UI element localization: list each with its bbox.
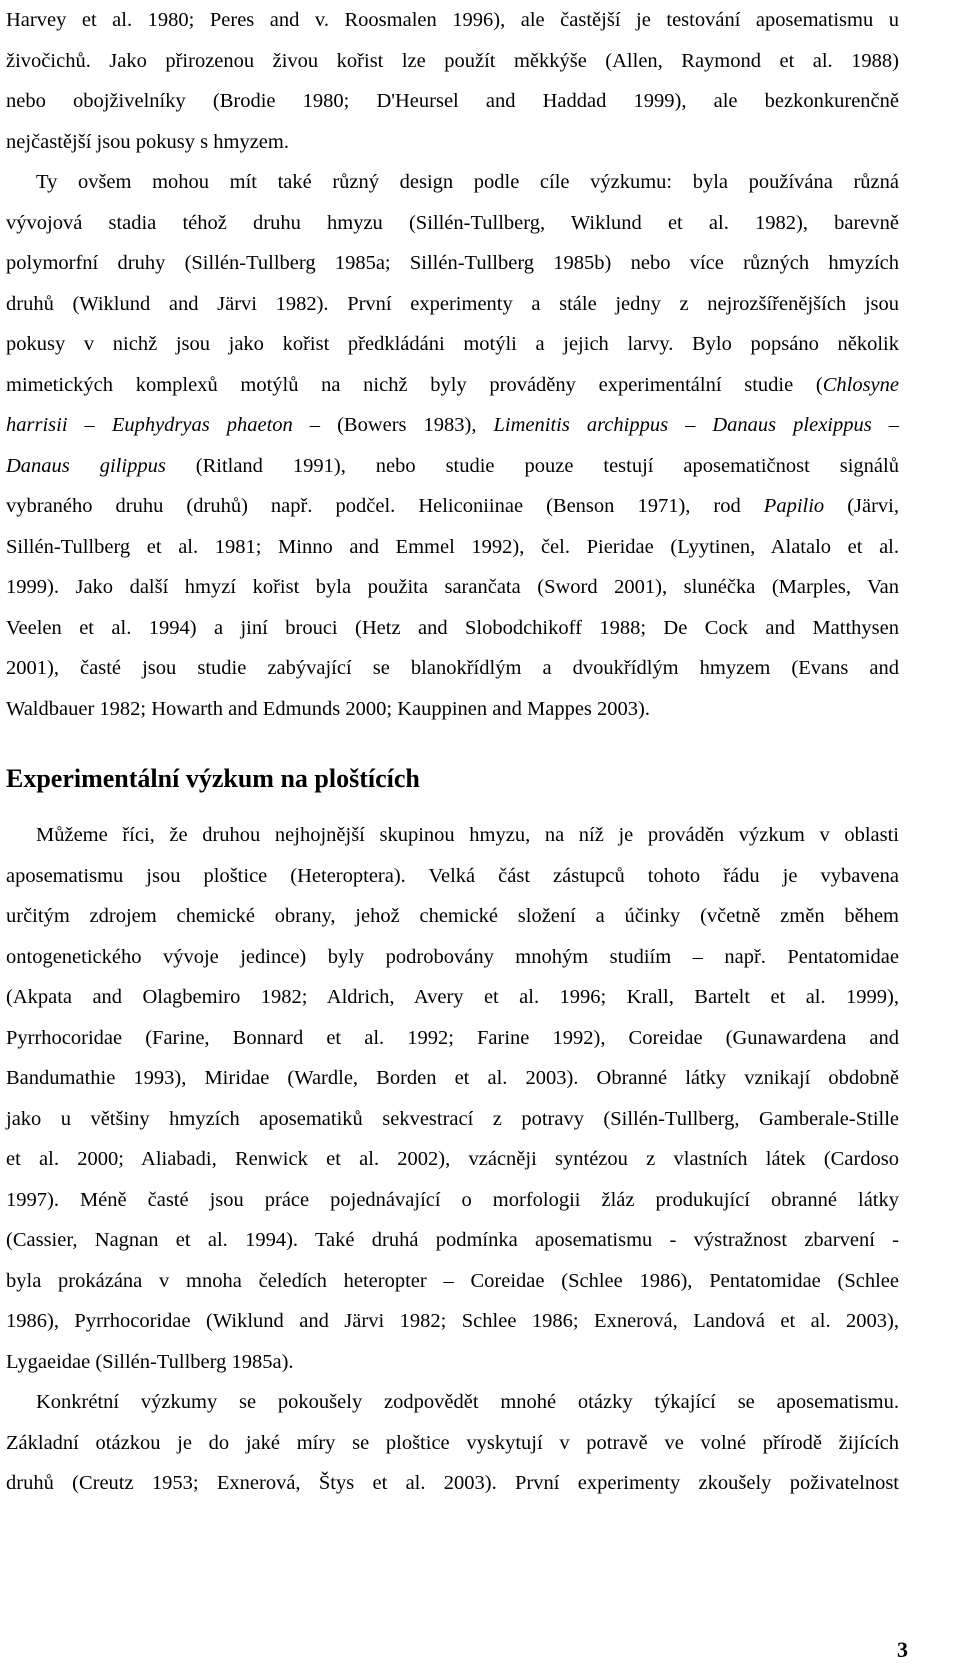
text-line: (Cassier, Nagnan et al. 1994). Také druhá podmínka aposematismu - výstražnost zbarvení -	[6, 1229, 899, 1251]
text-line: jako u většiny hmyzích aposematiků sekvestrací z potravy (Sillén-Tullberg, Gamberale-Stille	[6, 1107, 899, 1130]
text-line: 1986), Pyrrhocoridae (Wiklund and Järvi 1982; Schlee 1986; Exnerová, Landová et al. 2003),	[6, 1310, 899, 1332]
page-number: 3	[897, 1637, 908, 1662]
text-line: druhů (Creutz 1953; Exnerová, Štys et al. 2003). První experimenty zkoušely poživatelnost	[6, 1472, 899, 1494]
text-run: (Järvi,	[824, 495, 899, 517]
text-run: – (Bowers 1983),	[292, 414, 494, 436]
text-run: vybraného druhu (druhů) např. podčel. Heliconiinae (Benson 1971), rod	[6, 495, 764, 517]
species-name: Limenitis archippus	[493, 414, 669, 436]
species-name: Chlosyne	[822, 373, 899, 396]
text-run: –	[67, 414, 112, 436]
species-name: harrisii	[6, 414, 68, 436]
document-page	[6, 0, 899, 1504]
paragraph-1	[6, 0, 899, 162]
text-line: Pyrrhocoridae (Farine, Bonnard et al. 1992; Farine 1992), Coreidae (Gunawardena and	[6, 1026, 899, 1049]
text-line: určitým zdrojem chemické obrany, jehož chemické složení a účinky (včetně změn během	[6, 905, 899, 927]
text-run: –	[668, 414, 713, 436]
text-line: et al. 2000; Aliabadi, Renwick et al. 2002), vzácněji syntézou z vlastních látek (Cardoso	[6, 1148, 899, 1170]
text-line: Harvey et al. 1980; Peres and v. Roosmalen 1996), ale častější je testování aposematismu u	[6, 9, 899, 31]
text-line: aposematismu jsou ploštice (Heteroptera). Velká část zástupců tohoto řádu je vybavena	[6, 864, 899, 887]
paragraph-4	[6, 1382, 899, 1504]
text-line: ontogenetického vývoje jedince) byly podrobovány mnohým studiím – např. Pentatomidae	[6, 945, 899, 968]
text-line: Veelen et al. 1994) a jiní brouci (Hetz and Slobodchikoff 1988; De Cock and Matthysen	[6, 616, 899, 639]
text-line: Základní otázkou je do jaké míry se ploštice vyskytují v potravě ve volné přírodě žijících	[6, 1431, 899, 1454]
paragraph-3	[6, 815, 899, 1382]
text-line: Můžeme říci, že druhou nejhojnější skupinou hmyzu, na níž je prováděn výzkum v oblasti	[36, 824, 899, 846]
species-name: Danaus gilippus	[6, 454, 166, 477]
text-line: byla prokázána v mnoha čeledích heteropter – Coreidae (Schlee 1986), Pentatomidae (Schlee	[6, 1269, 899, 1292]
text-line	[6, 446, 899, 487]
text-run: (Ritland 1991), nebo studie pouze testují aposematičnost signálů	[165, 454, 899, 477]
text-line: nebo obojživelníky (Brodie 1980; D'Heursel and Haddad 1999), ale bezkonkurenčně	[6, 90, 899, 112]
text-line: Lygaeidae (Sillén-Tullberg 1985a).	[6, 1350, 294, 1373]
text-line: nejčastější jsou pokusy s hmyzem.	[6, 130, 289, 153]
text-line: 1999). Jako další hmyzí kořist byla použita sarančata (Sword 2001), slunéčka (Marples, Van	[6, 576, 899, 598]
text-run: –	[871, 414, 900, 436]
species-name: Danaus plexippus	[712, 414, 872, 436]
genus-name: Papilio	[763, 495, 825, 517]
text-line	[6, 486, 899, 527]
text-line: živočichů. Jako přirozenou živou kořist lze použít měkkýše (Allen, Raymond et al. 1988)	[6, 49, 899, 72]
species-name: Euphydryas phaeton	[111, 414, 293, 436]
text-run: mimetických komplexů motýlů na nichž byly prováděny experimentální studie (	[6, 373, 823, 396]
text-line: Ty ovšem mohou mít také různý design podle cíle výzkumu: byla používána různá	[36, 171, 899, 193]
text-line: polymorfní druhy (Sillén-Tullberg 1985a; Sillén-Tullberg 1985b) nebo více různých hmyzích	[6, 252, 899, 274]
text-line: pokusy v nichž jsou jako kořist předkládáni motýli a jejich larvy. Bylo popsáno několik	[6, 333, 899, 355]
text-line: Bandumathie 1993), Miridae (Wardle, Borden et al. 2003). Obranné látky vznikají obdobně	[6, 1067, 899, 1089]
text-line: Waldbauer 1982; Howarth and Edmunds 2000; Kauppinen and Mappes 2003).	[6, 697, 650, 720]
text-line	[6, 365, 899, 406]
text-line: 1997). Méně časté jsou práce pojednávající o morfologii žláz produkující obranné látky	[6, 1188, 899, 1211]
text-line: (Akpata and Olagbemiro 1982; Aldrich, Avery et al. 1996; Krall, Bartelt et al. 1999),	[6, 986, 899, 1008]
text-line: vývojová stadia téhož druhu hmyzu (Sillén-Tullberg, Wiklund et al. 1982), barevně	[6, 211, 899, 234]
text-line: Konkrétní výzkumy se pokoušely zodpovědět mnohé otázky týkající se aposematismu.	[36, 1391, 899, 1413]
text-line: Sillén-Tullberg et al. 1981; Minno and Emmel 1992), čel. Pieridae (Lyytinen, Alatalo et al.	[6, 535, 899, 558]
section-heading: Experimentální výzkum na ploštících	[6, 764, 420, 793]
text-line: druhů (Wiklund and Järvi 1982). První experimenty a stále jedny z nejrozšířenějších jsou	[6, 292, 899, 315]
text-line	[6, 405, 899, 446]
text-line: 2001), časté jsou studie zabývající se blanokřídlým a dvoukřídlým hmyzem (Evans and	[6, 657, 899, 679]
paragraph-2	[6, 162, 899, 729]
